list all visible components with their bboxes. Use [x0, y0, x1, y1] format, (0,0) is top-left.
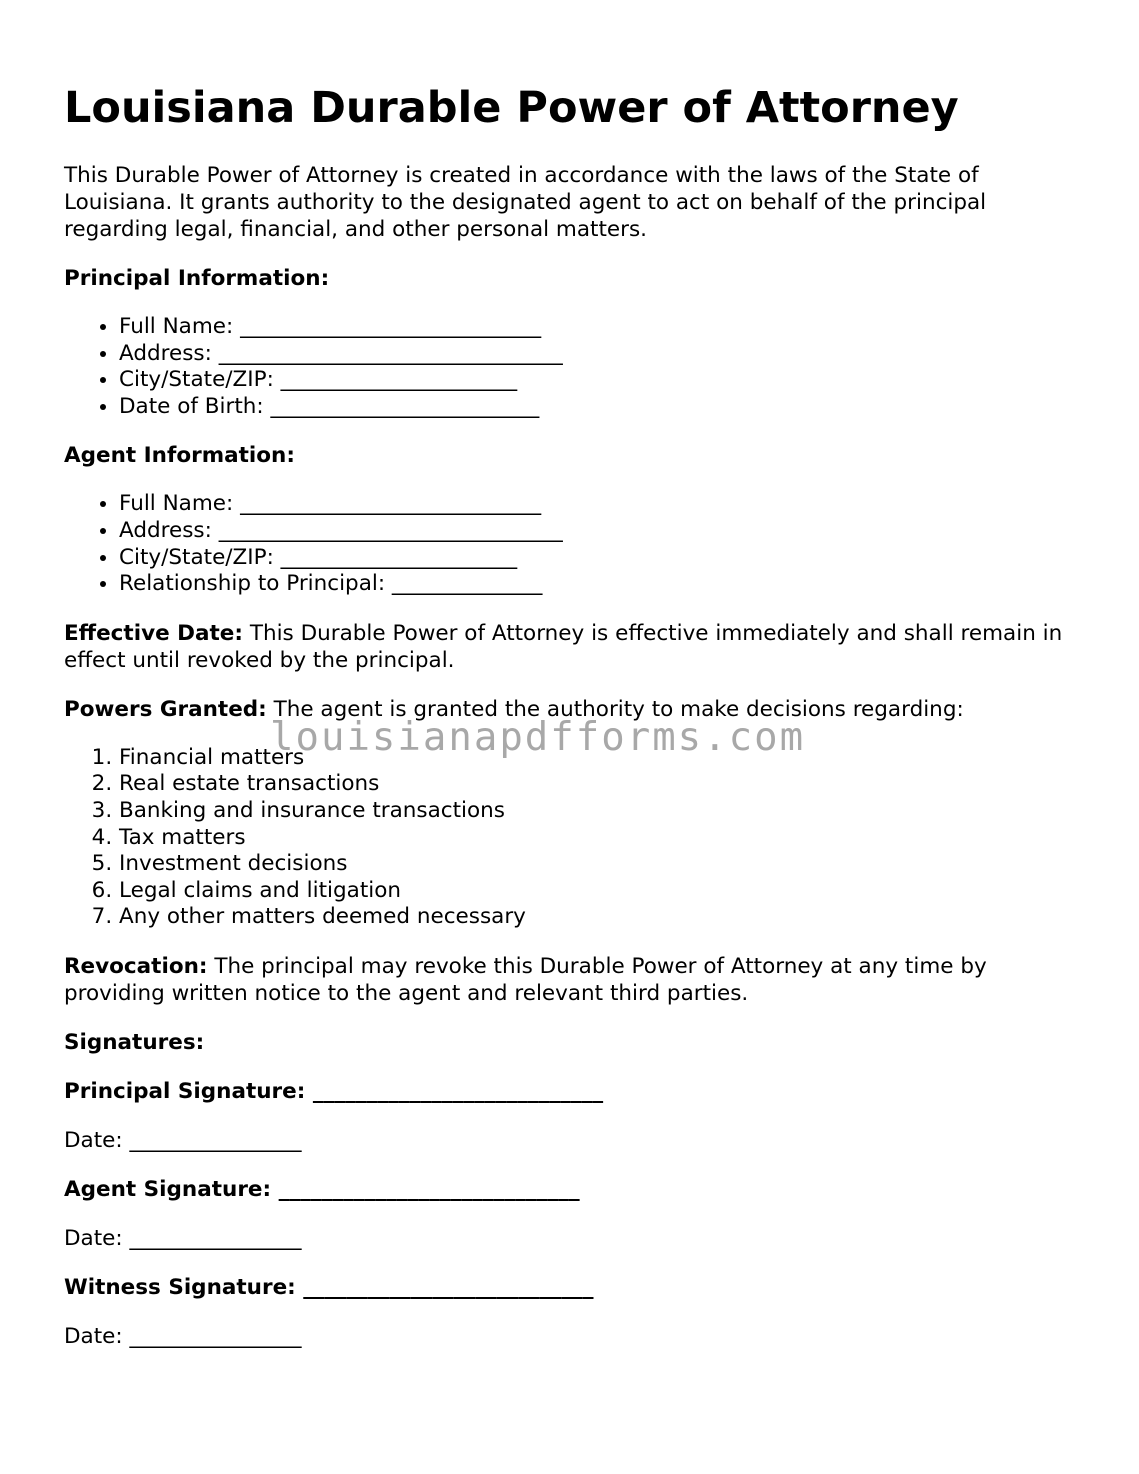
agent-full-name-field: • Full Name: ____________________________	[119, 491, 1084, 518]
principal-signature-date: Date: ________________	[64, 1127, 302, 1153]
witness-signature-date: Date: ________________	[64, 1323, 302, 1349]
power-item: 6. Legal claims and litigation	[119, 878, 1084, 905]
powers-text: The agent is granted the authority to make decisions regarding:	[266, 696, 964, 722]
agent-heading: Agent Information:	[64, 443, 295, 469]
watermark-text: louisianapdfforms.com	[270, 715, 806, 760]
agent-signature-line: Agent Signature: ____________________________	[64, 1176, 580, 1202]
powers-list	[64, 745, 1084, 931]
power-item: 2. Real estate transactions	[119, 771, 1084, 798]
principal-full-name-field: • Full Name: ____________________________	[119, 314, 1084, 341]
principal-address-field: • Address: ________________________________	[119, 341, 1084, 368]
agent-signature-date: Date: ________________	[64, 1225, 302, 1251]
power-item: 4. Tax matters	[119, 825, 1084, 852]
agent-relationship-field: • Relationship to Principal: ______________	[119, 571, 1084, 598]
power-item: 7. Any other matters deemed necessary	[119, 904, 1084, 931]
agent-city-state-zip-field: • City/State/ZIP: ______________________	[119, 545, 1084, 572]
effective-date-label: Effective Date:	[64, 620, 243, 646]
signatures-heading: Signatures:	[64, 1029, 205, 1055]
agent-address-field: • Address: ________________________________	[119, 518, 1084, 545]
principal-heading: Principal Information:	[64, 266, 330, 291]
powers-label: Powers Granted:	[64, 696, 267, 722]
revocation-label: Revocation:	[64, 953, 208, 979]
power-item: 1. Financial matters	[119, 745, 1084, 772]
agent-fields-list	[64, 491, 1084, 597]
revocation-text: The principal may revoke this Durable Power of Attorney at any time by providing written notice to the agent and relevant third parties.	[64, 953, 987, 1006]
principal-signature-line: Principal Signature: ___________________________	[64, 1078, 604, 1104]
witness-signature-line: Witness Signature: ___________________________	[64, 1274, 594, 1300]
intro-paragraph: This Durable Power of Attorney is created in accordance with the laws of the State of Louisiana. It grants authority to the designated agent to act on behalf of the principal regarding legal, financial, and other personal matters.	[64, 163, 987, 242]
principal-fields-list	[64, 314, 1084, 420]
effective-date-text: This Durable Power of Attorney is effective immediately and shall remain in effect until revoked by the principal.	[64, 620, 1063, 673]
principal-city-state-zip-field: • City/State/ZIP: ______________________	[119, 367, 1084, 394]
power-item: 3. Banking and insurance transactions	[119, 798, 1084, 825]
principal-date-of-birth-field: • Date of Birth: _________________________	[119, 394, 1084, 421]
revocation-paragraph	[64, 953, 1084, 1007]
power-item: 5. Investment decisions	[119, 851, 1084, 878]
document-title: Louisiana Durable Power of Attorney	[64, 83, 959, 133]
effective-date-paragraph	[64, 620, 1084, 674]
